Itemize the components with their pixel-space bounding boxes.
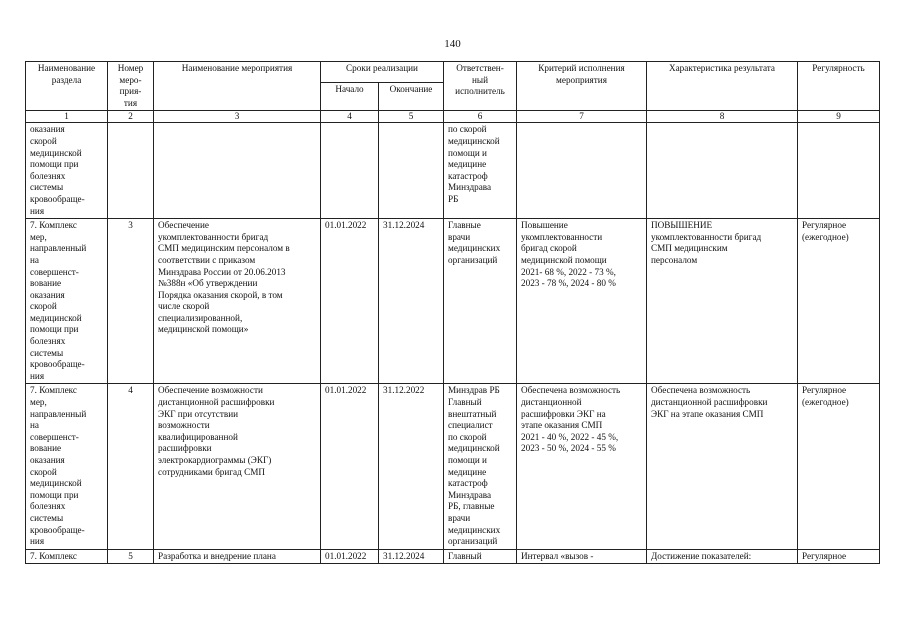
cell-event: Обеспечение укомплектованности бригад СМП медицинским персоналом в соответствии с приказом Минздрава России от 20.06.2013 №388н «Об утверждении Порядка оказания скорой, в том числе скорой специализированной, медицинской помощи» [154,219,321,384]
cell-event [154,123,321,219]
cell-end [379,123,444,219]
table-row [26,123,880,219]
cell-regularity: Регулярное [798,549,880,564]
cell-executor: по скорой медицинской помощи и медицине катастроф Минздрава РБ [444,123,517,219]
cell-result: Достижение показателей: [647,549,798,564]
header-regularity: Регулярность [798,62,880,111]
cell-number: 4 [108,384,154,549]
column-number: 7 [517,111,647,123]
header-row [26,62,880,83]
cell-criterion: Обеспечена возможность дистанционной расшифровки ЭКГ на этапе оказания СМП 2021 - 40 %, 2022 - 45 %, 2023 - 50 %, 2024 - 55 % [517,384,647,549]
cell-end: 31.12.2024 [379,219,444,384]
cell-result: Обеспечена возможность дистанционной расшифровки ЭКГ на этапе оказания СМП [647,384,798,549]
cell-number [108,123,154,219]
cell-start: 01.01.2022 [321,384,379,549]
cell-section: 7. Комплекс мер, направленный на совершенст- вование оказания скорой медицинской помощи при болезнях системы кровообраще- ния [26,384,108,549]
header-section: Наименование раздела [26,62,108,111]
cell-regularity: Регулярное (ежегодное) [798,384,880,549]
cell-start: 01.01.2022 [321,549,379,564]
table-row [26,384,880,549]
cell-event: Обеспечение возможности дистанционной расшифровки ЭКГ при отсутствии возможности квалифицированной расшифровки электрокардиограммы (ЭКГ) сотрудниками бригад СМП [154,384,321,549]
events-table [25,61,880,564]
page-number: 140 [444,38,461,50]
column-number: 2 [108,111,154,123]
cell-criterion [517,123,647,219]
column-number: 6 [444,111,517,123]
cell-section: 7. Комплекс мер, направленный на совершенст- вование оказания скорой медицинской помощи при болезнях системы кровообраще- ния [26,219,108,384]
column-number: 9 [798,111,880,123]
column-numbers-row [26,111,880,123]
header-number: Номер меро- прия- тия [108,62,154,111]
column-number: 1 [26,111,108,123]
cell-executor: Главные врачи медицинских организаций [444,219,517,384]
column-number: 3 [154,111,321,123]
cell-start: 01.01.2022 [321,219,379,384]
header-event: Наименование мероприятия [154,62,321,111]
header-criterion: Критерий исполнения мероприятия [517,62,647,111]
column-number: 8 [647,111,798,123]
cell-result [647,123,798,219]
cell-event: Разработка и внедрение плана [154,549,321,564]
cell-executor: Минздрав РБ Главный внештатный специалист по скорой медицинской помощи и медицине катастроф Минздрава РБ, главные врачи медицинских организаций [444,384,517,549]
header-executor: Ответствен- ный исполнитель [444,62,517,111]
column-number: 4 [321,111,379,123]
cell-number: 3 [108,219,154,384]
cell-end: 31.12.2024 [379,549,444,564]
header-terms: Сроки реализации [321,62,444,83]
cell-regularity: Регулярное (ежегодное) [798,219,880,384]
cell-start [321,123,379,219]
cell-executor: Главный [444,549,517,564]
column-number: 5 [379,111,444,123]
cell-result: ПОВЫШЕНИЕ укомплектованности бригад СМП медицинским персоналом [647,219,798,384]
cell-criterion: Интервал «вызов - [517,549,647,564]
table-row [26,219,880,384]
cell-section: 7. Комплекс [26,549,108,564]
cell-number: 5 [108,549,154,564]
header-start: Начало [321,83,379,111]
cell-section: оказания скорой медицинской помощи при болезнях системы кровообраще- ния [26,123,108,219]
header-result: Характеристика результата [647,62,798,111]
header-end: Окончание [379,83,444,111]
cell-criterion: Повышение укомплектованности бригад скорой медицинской помощи 2021- 68 %, 2022 - 73 %, 2023 - 78 %, 2024 - 80 % [517,219,647,384]
cell-regularity [798,123,880,219]
table-row [26,549,880,564]
cell-end: 31.12.2022 [379,384,444,549]
